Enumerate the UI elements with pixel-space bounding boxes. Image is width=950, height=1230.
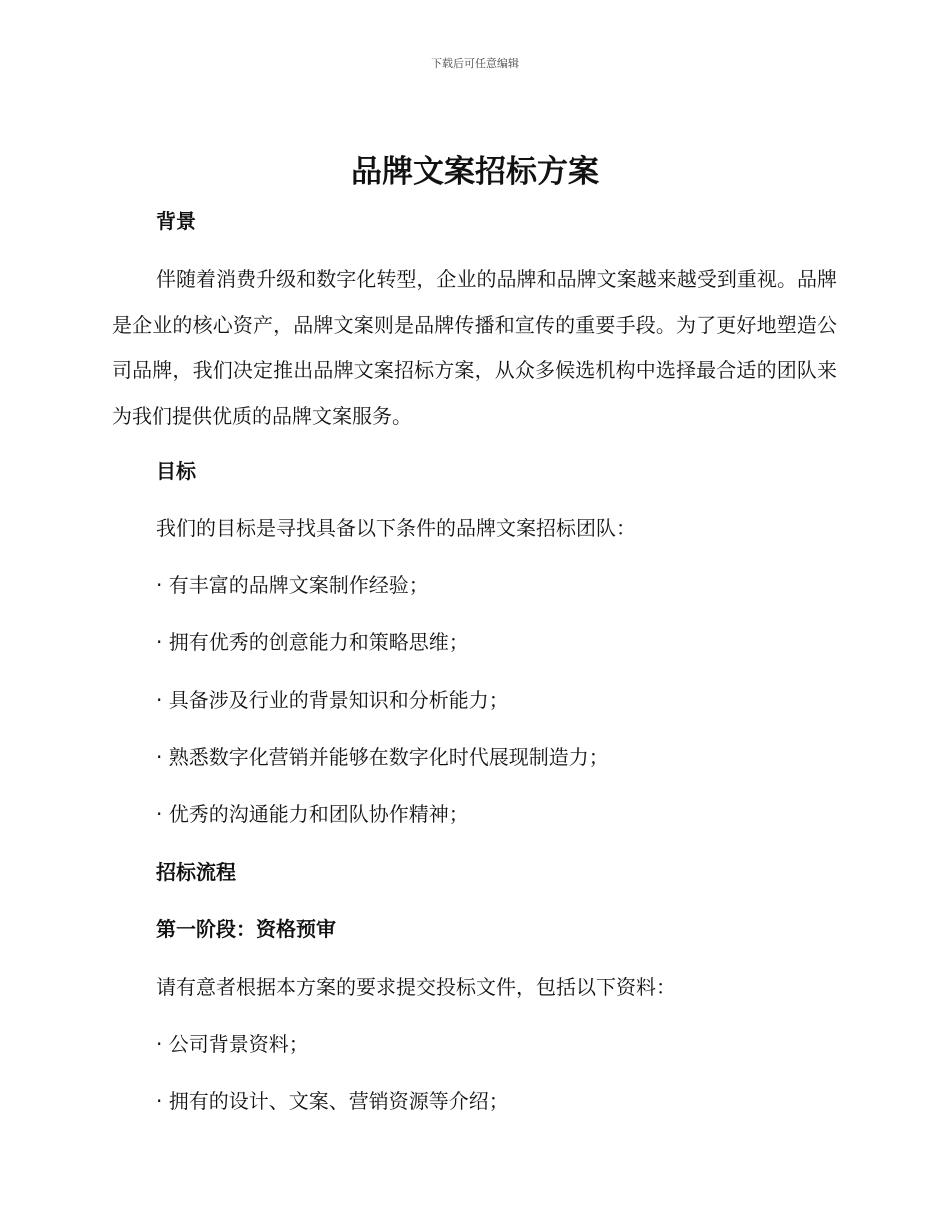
section-heading-goal: 目标 — [156, 459, 196, 483]
goal-item: · 优秀的沟通能力和团队协作精神； — [156, 802, 469, 826]
document-title: 品牌文案招标方案 — [351, 154, 599, 190]
goal-item: · 有丰富的品牌文案制作经验； — [156, 573, 429, 597]
stage1-item: · 公司背景资料； — [156, 1032, 309, 1056]
stage1-intro: 请有意者根据本方案的要求提交投标文件，包括以下资料： — [156, 975, 676, 999]
subsection-heading-stage1: 第一阶段：资格预审 — [156, 917, 336, 941]
goal-item: · 拥有优秀的创意能力和策略思维； — [156, 630, 469, 654]
background-paragraph: 伴随着消费升级和数字化转型，企业的品牌和品牌文案越来越受到重视。品牌是企业的核心资产，品牌文案则是品牌传播和宣传的重要手段。为了更好地塑造公司品牌，我们决定推出品牌文案招标方案，从众多候选机构中选择最合适的团队来为我们提供优质的品牌文案服务。 — [112, 267, 837, 428]
goal-item: · 具备涉及行业的背景知识和分析能力； — [156, 688, 509, 712]
stage1-item: · 拥有的设计、文案、营销资源等介绍； — [156, 1089, 509, 1113]
section-heading-process: 招标流程 — [156, 860, 236, 884]
page-header-note: 下载后可任意编辑 — [431, 57, 519, 70]
goal-item: · 熟悉数字化营销并能够在数字化时代展现制造力； — [156, 745, 609, 769]
goal-intro: 我们的目标是寻找具备以下条件的品牌文案招标团队： — [156, 516, 636, 540]
section-heading-background: 背景 — [156, 209, 196, 233]
